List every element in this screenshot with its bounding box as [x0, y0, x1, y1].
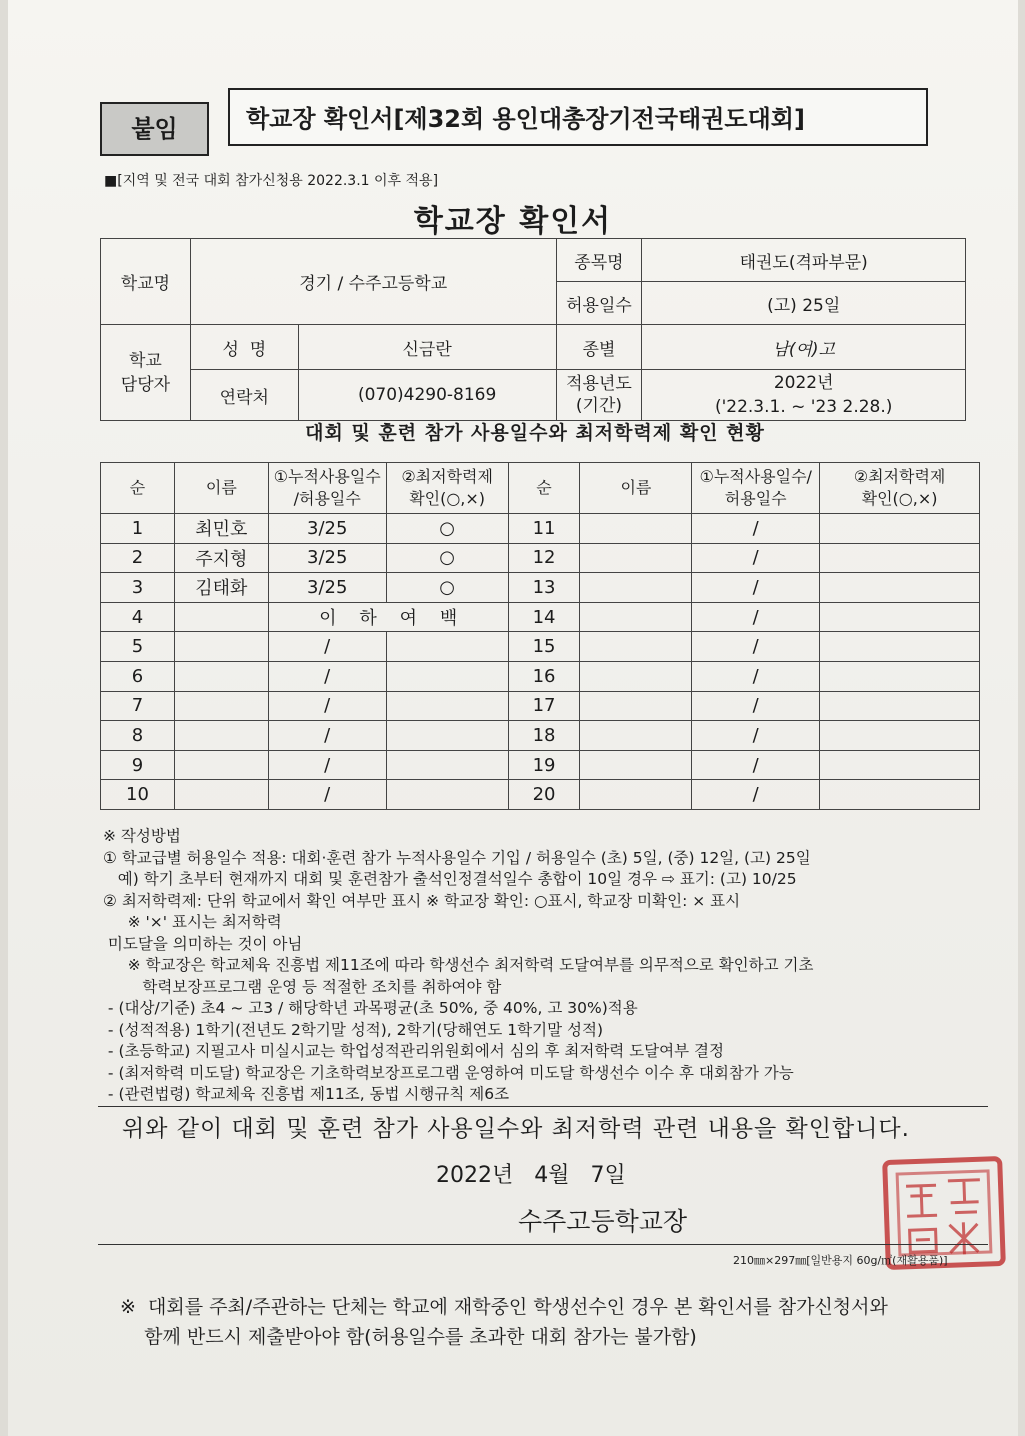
- contact-label: 연락처: [190, 370, 298, 421]
- table-row: [101, 780, 980, 810]
- row-name: [580, 602, 692, 632]
- table-row: [101, 721, 980, 751]
- table-row: [101, 573, 980, 603]
- row-name: 주지형: [174, 543, 268, 573]
- note-line: - (초등학교) 지필고사 미실시교는 학업성적관리위원회에서 심의 후 최저학력 도달여부 결정: [103, 1042, 724, 1060]
- row-name: [580, 691, 692, 721]
- row-name: 최민호: [174, 514, 268, 544]
- row-name: [174, 632, 268, 662]
- row-days: 3/25: [268, 573, 386, 603]
- row-min: [386, 632, 508, 662]
- paper-size-note: 210㎜×297㎜[일반용지 60g/㎡(재활용품)]: [733, 1254, 948, 1267]
- event-label: 종목명: [556, 239, 642, 282]
- row-days: /: [692, 661, 820, 691]
- table-row: [101, 602, 980, 632]
- row-name: [174, 750, 268, 780]
- row-no: 11: [508, 514, 580, 544]
- name-label: 성 명: [190, 325, 298, 370]
- row-days: /: [692, 780, 820, 810]
- page-title: 학교장 확인서: [413, 204, 613, 239]
- allowed-days-value: (고) 25일: [642, 282, 966, 325]
- row-min: [386, 750, 508, 780]
- table-row: [101, 543, 980, 573]
- principal-signature-line: 수주고등학교장: [518, 1207, 688, 1236]
- row-no: 14: [508, 602, 580, 632]
- row-days: /: [692, 750, 820, 780]
- table-row: [101, 661, 980, 691]
- footer-line: ※ 대회를 주최/주관하는 단체는 학교에 재학중인 학생선수인 경우 본 확인서를 참가신청서와: [120, 1296, 888, 1318]
- row-min: [820, 721, 980, 751]
- row-min: [820, 514, 980, 544]
- row-min: [386, 661, 508, 691]
- note-line: ※ 학교장은 학교체육 진흥법 제11조에 따라 학생선수 최저학력 도달여부를 의무적으로 확인하고 기초: [103, 956, 814, 974]
- year-value: 2022년 ('22.3.1. ~ '23 2.28.): [642, 370, 966, 421]
- row-min: [820, 661, 980, 691]
- contact-value: (070)4290-8169: [298, 370, 556, 421]
- row-min: [820, 602, 980, 632]
- row-min: ○: [386, 514, 508, 544]
- col-name-2: 이름: [580, 463, 692, 514]
- row-days: /: [268, 661, 386, 691]
- row-name: 김태화: [174, 573, 268, 603]
- document-page: [8, 0, 1018, 1436]
- table-row: [101, 750, 980, 780]
- note-line: 미도달을 의미하는 것이 아님: [103, 934, 303, 953]
- row-name: [580, 661, 692, 691]
- row-days: /: [692, 632, 820, 662]
- footer-line: 함께 반드시 제출받아야 함(허용일수를 초과한 대회 참가는 불가함): [120, 1326, 697, 1348]
- note-line: - (최저학력 미도달) 학교장은 기초학력보장프로그램 운영하여 미도달 학생선수 이수 후 대회참가 가능: [103, 1063, 794, 1082]
- note-line: 예) 학기 초부터 현재까지 대회 및 훈련참가 출석인정결석일수 총합이 10일 경우 ⇨ 표기: (고) 10/25: [103, 870, 797, 888]
- row-no: 8: [101, 721, 175, 751]
- row-days: /: [692, 602, 820, 632]
- row-no: 17: [508, 691, 580, 721]
- row-min: [820, 632, 980, 662]
- col-no-2: 순: [508, 463, 580, 514]
- note-line: ② 최저학력제: 단위 학교에서 확인 여부만 표시 ※ 학교장 확인: ○표시, 학교장 미확인: × 표시: [103, 891, 741, 910]
- row-no: 2: [101, 543, 175, 573]
- athlete-table: [100, 462, 980, 810]
- row-days: /: [692, 543, 820, 573]
- row-no: 7: [101, 691, 175, 721]
- divider: [98, 1244, 988, 1245]
- row-min: [820, 543, 980, 573]
- col-no: 순: [101, 463, 175, 514]
- note-line: - (대상/기준) 초4 ~ 고3 / 해당학년 과목평균(초 50%, 중 40%, 고 30%)적용: [103, 999, 638, 1017]
- type-label: 종별: [556, 325, 642, 370]
- applicable-note: ■[지역 및 전국 대회 참가신청용 2022.3.1 이후 적용]: [104, 173, 439, 189]
- col-days-2: ①누적사용일수/ 허용일수: [692, 463, 820, 514]
- school-label: 학교명: [101, 239, 191, 325]
- row-min: [386, 780, 508, 810]
- row-days: /: [692, 721, 820, 751]
- writing-instructions: [103, 826, 993, 1106]
- row-name: [174, 691, 268, 721]
- row-no: 4: [101, 602, 175, 632]
- attachment-tag: 붙임: [100, 102, 209, 156]
- row-no: 9: [101, 750, 175, 780]
- col-days: ①누적사용일수 /허용일수: [268, 463, 386, 514]
- row-no: 16: [508, 661, 580, 691]
- col-min-2: ②최저학력제 확인(○,×): [820, 463, 980, 514]
- info-table: [100, 238, 966, 421]
- row-no: 19: [508, 750, 580, 780]
- issue-date: 2022년 4월 7일: [436, 1163, 626, 1188]
- row-name: [174, 780, 268, 810]
- row-name: [580, 543, 692, 573]
- row-name: [580, 780, 692, 810]
- row-days: /: [268, 750, 386, 780]
- row-no: 15: [508, 632, 580, 662]
- row-min: [820, 750, 980, 780]
- row-name: [174, 602, 268, 632]
- allowed-days-label: 허용일수: [556, 282, 642, 325]
- row-no: 12: [508, 543, 580, 573]
- footer-note: [120, 1292, 888, 1352]
- row-min: [820, 691, 980, 721]
- row-no: 20: [508, 780, 580, 810]
- row-no: 13: [508, 573, 580, 603]
- row-name: [580, 721, 692, 751]
- col-name: 이름: [174, 463, 268, 514]
- row-min: [820, 780, 980, 810]
- header-title: 학교장 확인서[제32회 용인대총장기전국태권도대회]: [228, 88, 928, 146]
- row-days: /: [268, 780, 386, 810]
- row-name: [580, 573, 692, 603]
- note-line: - (성적적용) 1학기(전년도 2학기말 성적), 2학기(당해연도 1학기말 성적): [103, 1020, 603, 1039]
- row-name: [580, 632, 692, 662]
- row-days: /: [692, 573, 820, 603]
- row-days: /: [268, 632, 386, 662]
- manager-label: 학교 담당자: [101, 325, 191, 421]
- row-days: /: [268, 721, 386, 751]
- row-min: [820, 573, 980, 603]
- row-min: ○: [386, 573, 508, 603]
- confirmation-statement: 위와 같이 대회 및 훈련 참가 사용일수와 최저학력 관련 내용을 확인합니다.: [122, 1116, 910, 1142]
- table-row: [101, 691, 980, 721]
- row-min: [386, 721, 508, 751]
- type-value: 남(여)고: [642, 325, 966, 370]
- note-line: ※ '×' 표시는 최저학력: [103, 913, 282, 931]
- row-name: [174, 661, 268, 691]
- row-no: 3: [101, 573, 175, 603]
- name-value: 신금란: [298, 325, 556, 370]
- col-min: ②최저학력제 확인(○,×): [386, 463, 508, 514]
- divider: [98, 1106, 988, 1107]
- row-name: [174, 721, 268, 751]
- row-min: ○: [386, 543, 508, 573]
- note-line: - (관련법령) 학교체육 진흥법 제11조, 동법 시행규칙 제6조: [103, 1085, 510, 1103]
- row-days: 3/25: [268, 514, 386, 544]
- row-no: 18: [508, 721, 580, 751]
- row-no: 1: [101, 514, 175, 544]
- row-no: 6: [101, 661, 175, 691]
- row-days: /: [692, 691, 820, 721]
- table-row: [101, 514, 980, 544]
- table-header-row: [101, 463, 980, 514]
- row-days: /: [268, 691, 386, 721]
- row-min: [386, 691, 508, 721]
- row-days: 3/25: [268, 543, 386, 573]
- note-line: ※ 작성방법: [103, 827, 181, 845]
- note-line: 학력보장프로그램 운영 등 적절한 조치를 취하여야 함: [103, 977, 502, 996]
- note-line: ① 학교급별 허용일수 적용: 대회·훈련 참가 누적사용일수 기입 / 허용일수 (초) 5일, (중) 12일, (고) 25일: [103, 848, 811, 867]
- row-no: 5: [101, 632, 175, 662]
- school-value: 경기 / 수주고등학교: [190, 239, 556, 325]
- row-name: [580, 514, 692, 544]
- year-label: 적용년도 (기간): [556, 370, 642, 421]
- table-row: [101, 632, 980, 662]
- blank-below-note: 이 하 여 백: [268, 602, 508, 632]
- row-name: [580, 750, 692, 780]
- row-no: 10: [101, 780, 175, 810]
- row-days: /: [692, 514, 820, 544]
- event-value: 태권도(격파부문): [642, 239, 966, 282]
- list-title: 대회 및 훈련 참가 사용일수와 최저학력제 확인 현황: [305, 422, 765, 444]
